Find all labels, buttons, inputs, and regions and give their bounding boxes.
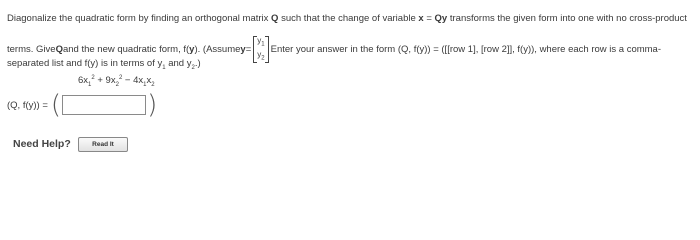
subscript: 2 [151, 82, 155, 89]
question-text: Enter your answer in the form (Q, f(y)) = ([[row 1], [row 2]], f(y)), where each row is a comma- [270, 44, 662, 56]
question-text: Diagonalize the quadratic form by finding an orthogonal matrix [7, 13, 272, 24]
question-text: .) [194, 58, 201, 69]
question-text: ). (Assume [194, 44, 241, 56]
answer-input[interactable] [62, 95, 146, 115]
question-text: such that the change of variable [278, 13, 419, 24]
question-text: transforms the given form into one with no cross-product [447, 13, 687, 24]
term-2: + 9x [94, 75, 116, 87]
close-paren: ) [147, 90, 158, 120]
question-text: and y [165, 58, 192, 69]
subscript: 1 [162, 64, 166, 71]
subscript: 1 [143, 82, 147, 89]
y-column-vector [253, 36, 268, 63]
y1-subscript: 1 [261, 41, 265, 48]
subscript: 2 [115, 82, 119, 89]
open-paren: ( [50, 90, 62, 120]
quadratic-form [78, 75, 155, 88]
question-text: separated list and f(y) is in terms of y [7, 58, 163, 69]
superscript: 2 [118, 75, 123, 81]
vector-y: y [240, 44, 246, 56]
y1: y [257, 36, 262, 45]
question-line-1 [7, 13, 687, 24]
question-text: terms. Give [7, 44, 56, 56]
answer-label: (Q, f(y)) = [7, 99, 48, 111]
matrix-Q: Q [55, 44, 63, 56]
question-text: = [423, 13, 435, 24]
vector-x: x [418, 13, 424, 24]
read-it-button[interactable]: Read It [78, 137, 128, 152]
y2-subscript: 2 [261, 55, 265, 62]
superscript: 2 [91, 75, 95, 81]
question-text: = [245, 44, 252, 56]
vector-Qy: Qy [434, 13, 448, 24]
vector-y: y [189, 44, 195, 56]
question-line-3 [7, 58, 201, 71]
term-3-x2: x [146, 75, 152, 87]
matrix-Q: Q [271, 13, 279, 24]
subscript: 1 [88, 82, 92, 89]
answer-row [7, 92, 157, 118]
need-help-label: Need Help? [13, 138, 71, 150]
term-3: − 4x [122, 75, 144, 87]
term-1: 6x [78, 75, 89, 87]
subscript: 2 [191, 64, 195, 71]
y2: y [257, 49, 262, 59]
question-text: and the new quadratic form, f( [62, 44, 190, 56]
